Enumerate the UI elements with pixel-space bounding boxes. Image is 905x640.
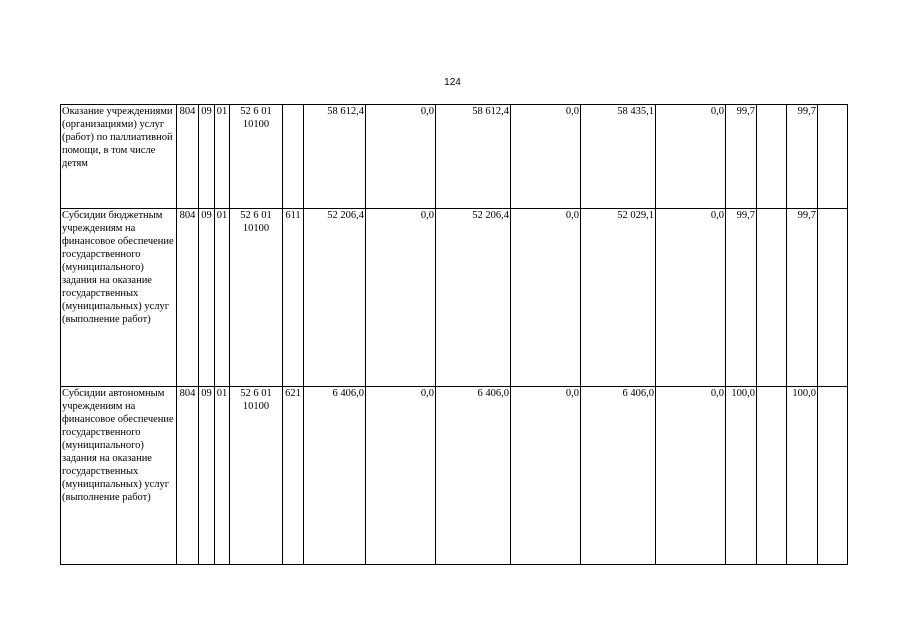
empty-cell [818,209,848,387]
budget-table [60,104,848,565]
row-description: Оказание учреждениями (организациями) услуг (работ) по паллиативной помощи, в том числе детям [61,105,177,209]
vr-code [283,105,304,209]
value-cell: 52 029,1 [581,209,656,387]
csr-code: 52 6 01 10100 [230,387,283,565]
csr-code: 52 6 01 10100 [230,105,283,209]
value-cell: 0,0 [511,209,581,387]
table-row [61,209,848,387]
value-cell: 58 612,4 [436,105,511,209]
pr-code: 01 [215,387,230,565]
rz-code: 09 [199,387,215,565]
grbs-code: 804 [177,105,199,209]
percent-cell: 100,0 [787,387,818,565]
value-cell: 0,0 [366,209,436,387]
value-cell: 6 406,0 [436,387,511,565]
value-cell: 0,0 [656,105,726,209]
value-cell: 0,0 [656,209,726,387]
grbs-code: 804 [177,387,199,565]
rz-code: 09 [199,209,215,387]
percent-cell: 99,7 [726,105,757,209]
value-cell: 0,0 [366,105,436,209]
row-description: Субсидии автономным учреждениям на финансовое обеспечение государственного (муниципального) задания на оказание государственных (муниципальных) услуг (выполнение работ) [61,387,177,565]
percent-cell: 100,0 [726,387,757,565]
vr-code: 621 [283,387,304,565]
empty-cell [818,105,848,209]
page-number: 124 [444,77,461,88]
csr-code: 52 6 01 10100 [230,209,283,387]
percent-cell: 99,7 [787,209,818,387]
grbs-code: 804 [177,209,199,387]
percent-cell: 99,7 [726,209,757,387]
table-row [61,105,848,209]
value-cell: 58 612,4 [304,105,366,209]
value-cell: 0,0 [656,387,726,565]
value-cell: 52 206,4 [436,209,511,387]
value-cell: 58 435,1 [581,105,656,209]
vr-code: 611 [283,209,304,387]
value-cell: 0,0 [511,105,581,209]
value-cell: 0,0 [366,387,436,565]
rz-code: 09 [199,105,215,209]
value-cell: 0,0 [511,387,581,565]
percent-cell: 99,7 [787,105,818,209]
pr-code: 01 [215,209,230,387]
value-cell: 6 406,0 [304,387,366,565]
pr-code: 01 [215,105,230,209]
value-cell: 52 206,4 [304,209,366,387]
empty-cell [818,387,848,565]
table-row [61,387,848,565]
row-description: Субсидии бюджетным учреждениям на финансовое обеспечение государственного (муниципального) задания на оказание государственных (муниципальных) услуг (выполнение работ) [61,209,177,387]
value-cell: 6 406,0 [581,387,656,565]
empty-cell [757,387,787,565]
empty-cell [757,209,787,387]
empty-cell [757,105,787,209]
